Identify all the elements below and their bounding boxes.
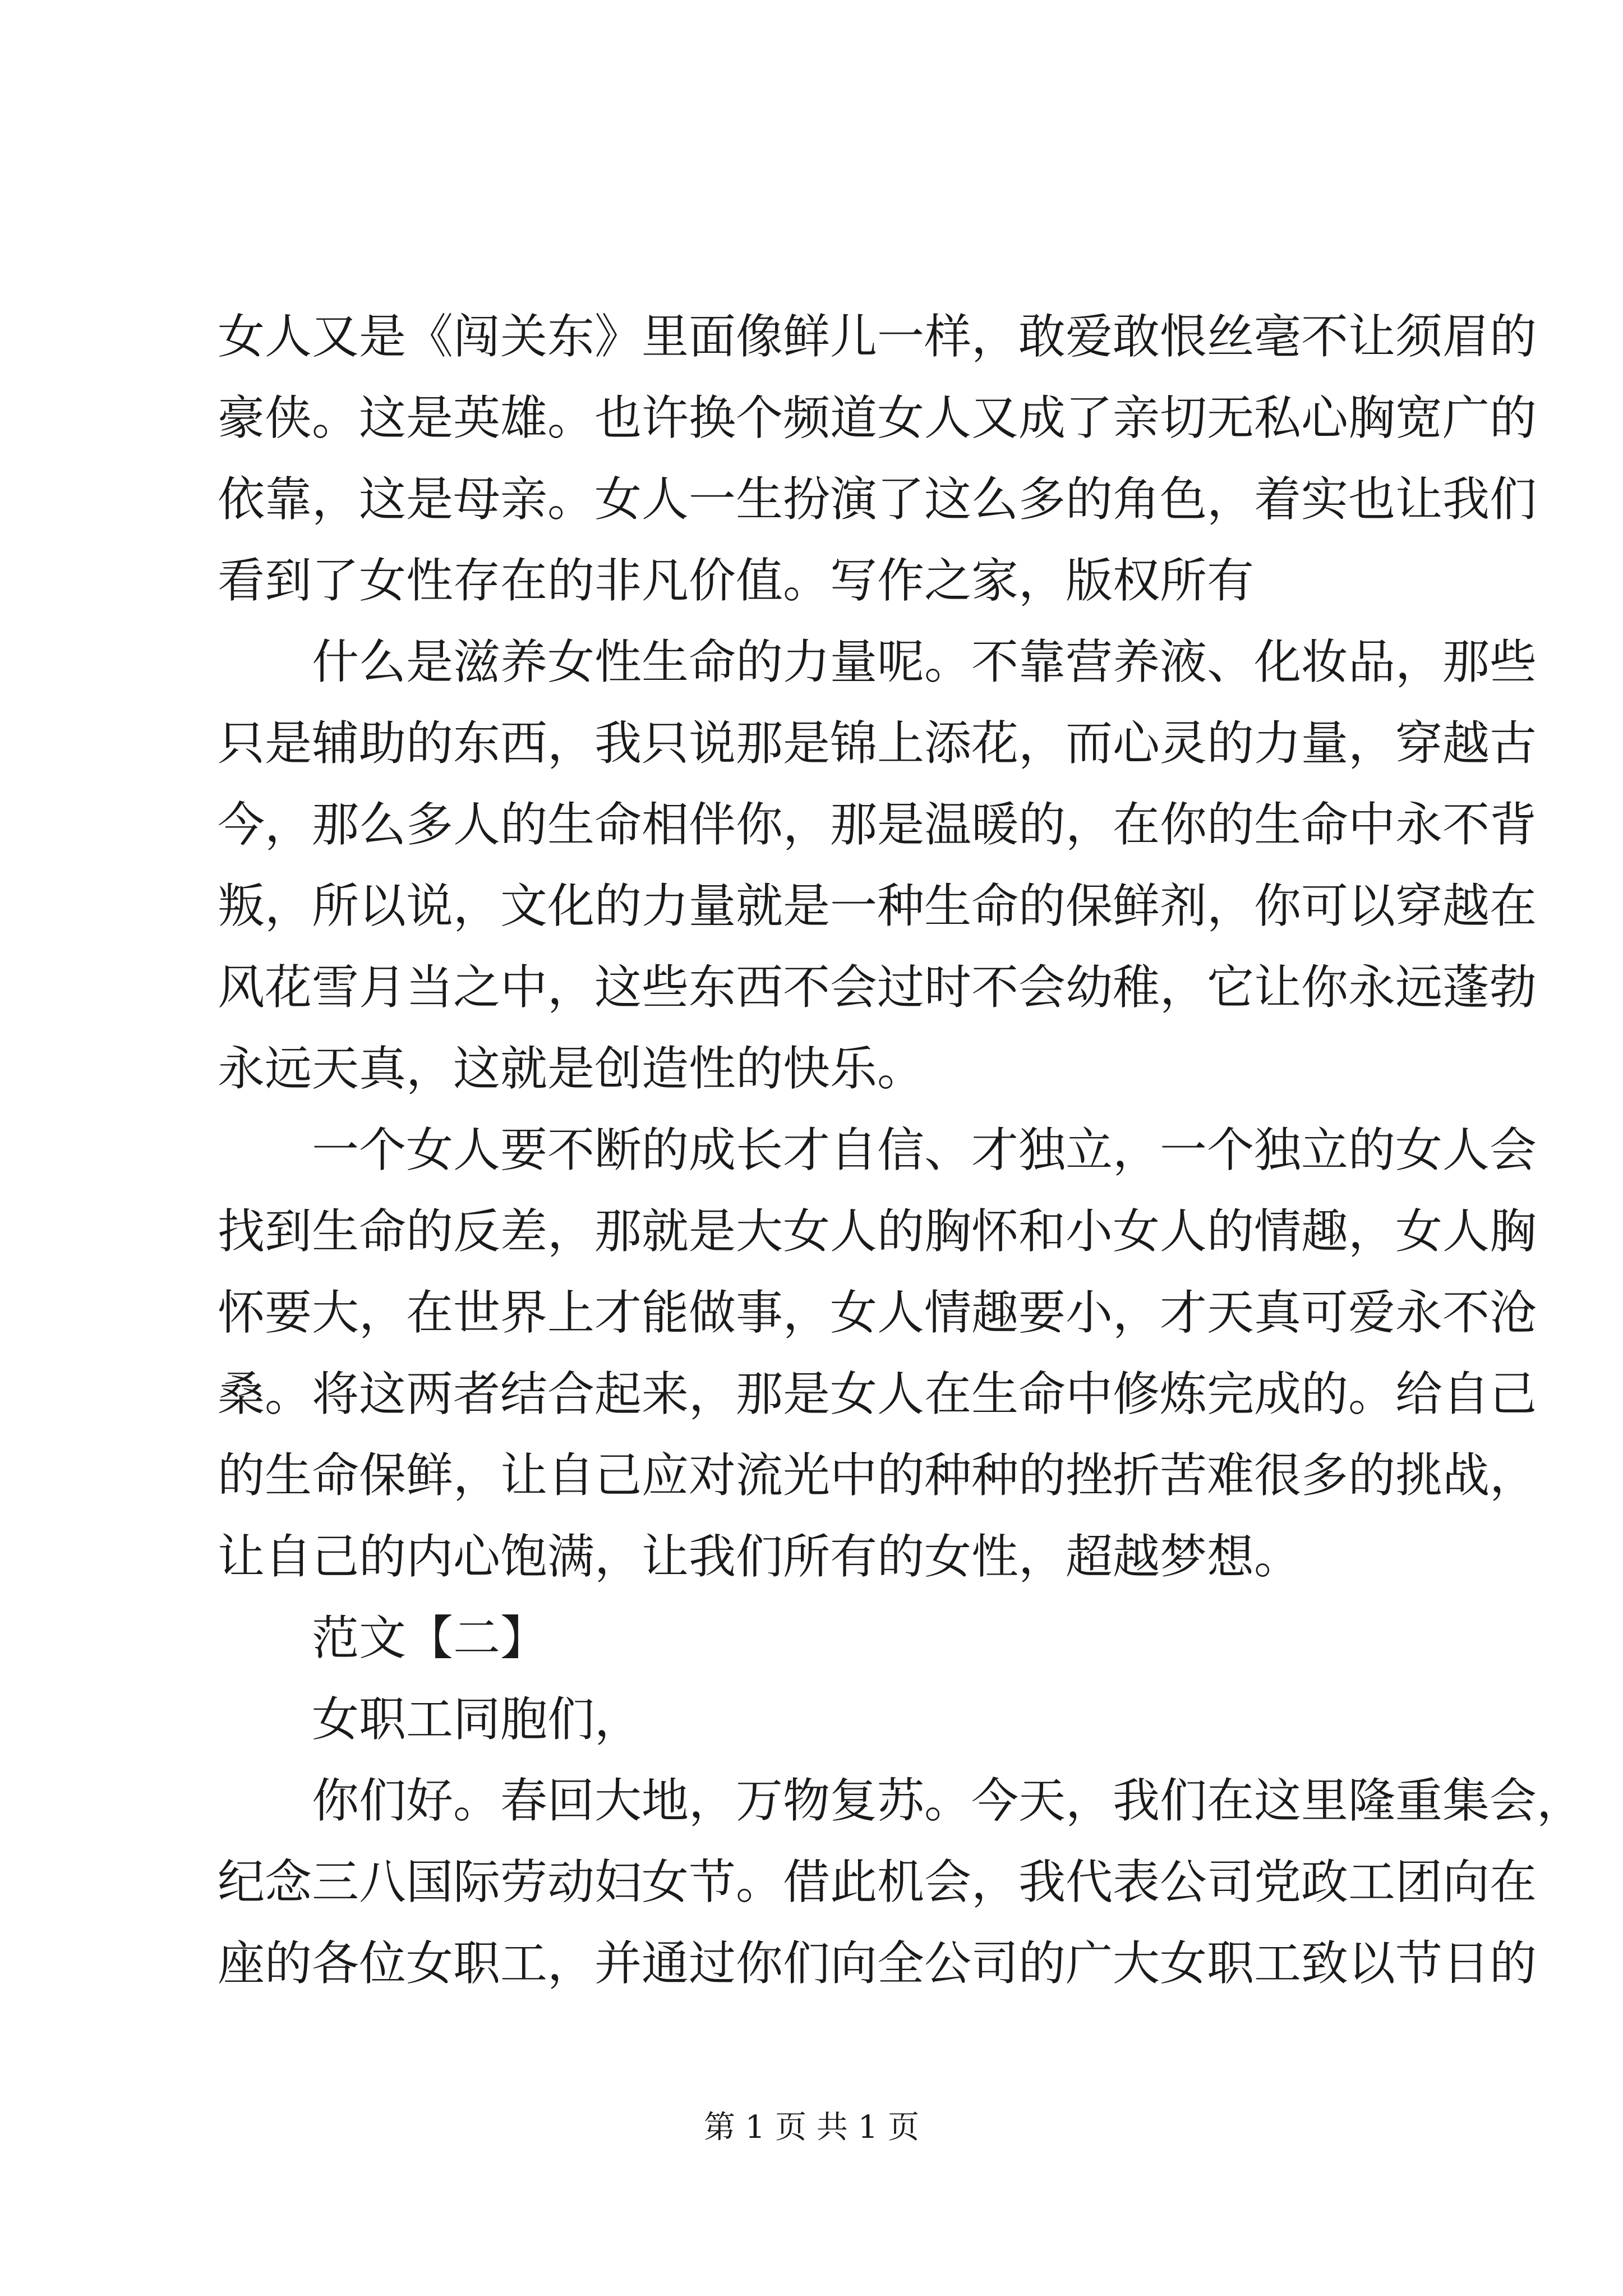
text-line: 看到了女性存在的非凡价值。写作之家，版权所有: [218, 553, 1255, 608]
text-line: 风花雪月当之中，这些东西不会过时不会幼稚，它让你永远蓬勃: [218, 960, 1537, 1015]
text-line: 今，那么多人的生命相伴你，那是温暖的，在你的生命中永不背: [218, 797, 1537, 852]
text-line: 座的各位女职工，并通过你们向全公司的广大女职工致以节日的: [218, 1936, 1537, 1991]
text-line: 女人又是《闯关东》里面像鲜儿一样，敢爱敢恨丝毫不让须眉的: [218, 309, 1537, 364]
paragraph-start-line: 一个女人要不断的成长才自信、才独立，一个独立的女人会: [312, 1122, 1537, 1177]
text-line: 的生命保鲜，让自己应对流光中的种种的挫折苦难很多的挑战，: [218, 1448, 1537, 1503]
page-footer: [0, 2108, 1623, 2147]
text-line: 纪念三八国际劳动妇女节。借此机会，我代表公司党政工团向在: [218, 1855, 1537, 1910]
paragraph-start-line: 你们好。春回大地，万物复苏。今天，我们在这里隆重集会，: [312, 1773, 1584, 1828]
text-line: 只是辅助的东西，我只说那是锦上添花，而心灵的力量，穿越古: [218, 716, 1537, 771]
text-line: 叛，所以说，文化的力量就是一种生命的保鲜剂，你可以穿越在: [218, 878, 1537, 933]
section-heading: 范文【二】: [312, 1611, 548, 1665]
text-line: 豪侠。这是英雄。也许换个频道女人又成了亲切无私心胸宽广的: [218, 390, 1537, 445]
salutation: 女职工同胞们，: [312, 1692, 642, 1747]
paragraph-start-line: 什么是滋养女性生命的力量呢。不靠营养液、化妆品，那些: [312, 634, 1537, 689]
text-line: 怀要大，在世界上才能做事，女人情趣要小，才天真可爱永不沧: [218, 1285, 1537, 1340]
text-line: 让自己的内心饱满，让我们所有的女性，超越梦想。: [218, 1529, 1302, 1584]
page-number-label: 第 1 页 共 1 页: [703, 2109, 920, 2146]
text-line: 找到生命的反差，那就是大女人的胸怀和小女人的情趣，女人胸: [218, 1204, 1537, 1259]
document-body: [218, 296, 1584, 2004]
text-line: 依靠，这是母亲。女人一生扮演了这么多的角色，着实也让我们: [218, 472, 1537, 527]
text-line: 永远天真，这就是创造性的快乐。: [218, 1041, 925, 1096]
text-line: 桑。将这两者结合起来，那是女人在生命中修炼完成的。给自己: [218, 1366, 1537, 1421]
